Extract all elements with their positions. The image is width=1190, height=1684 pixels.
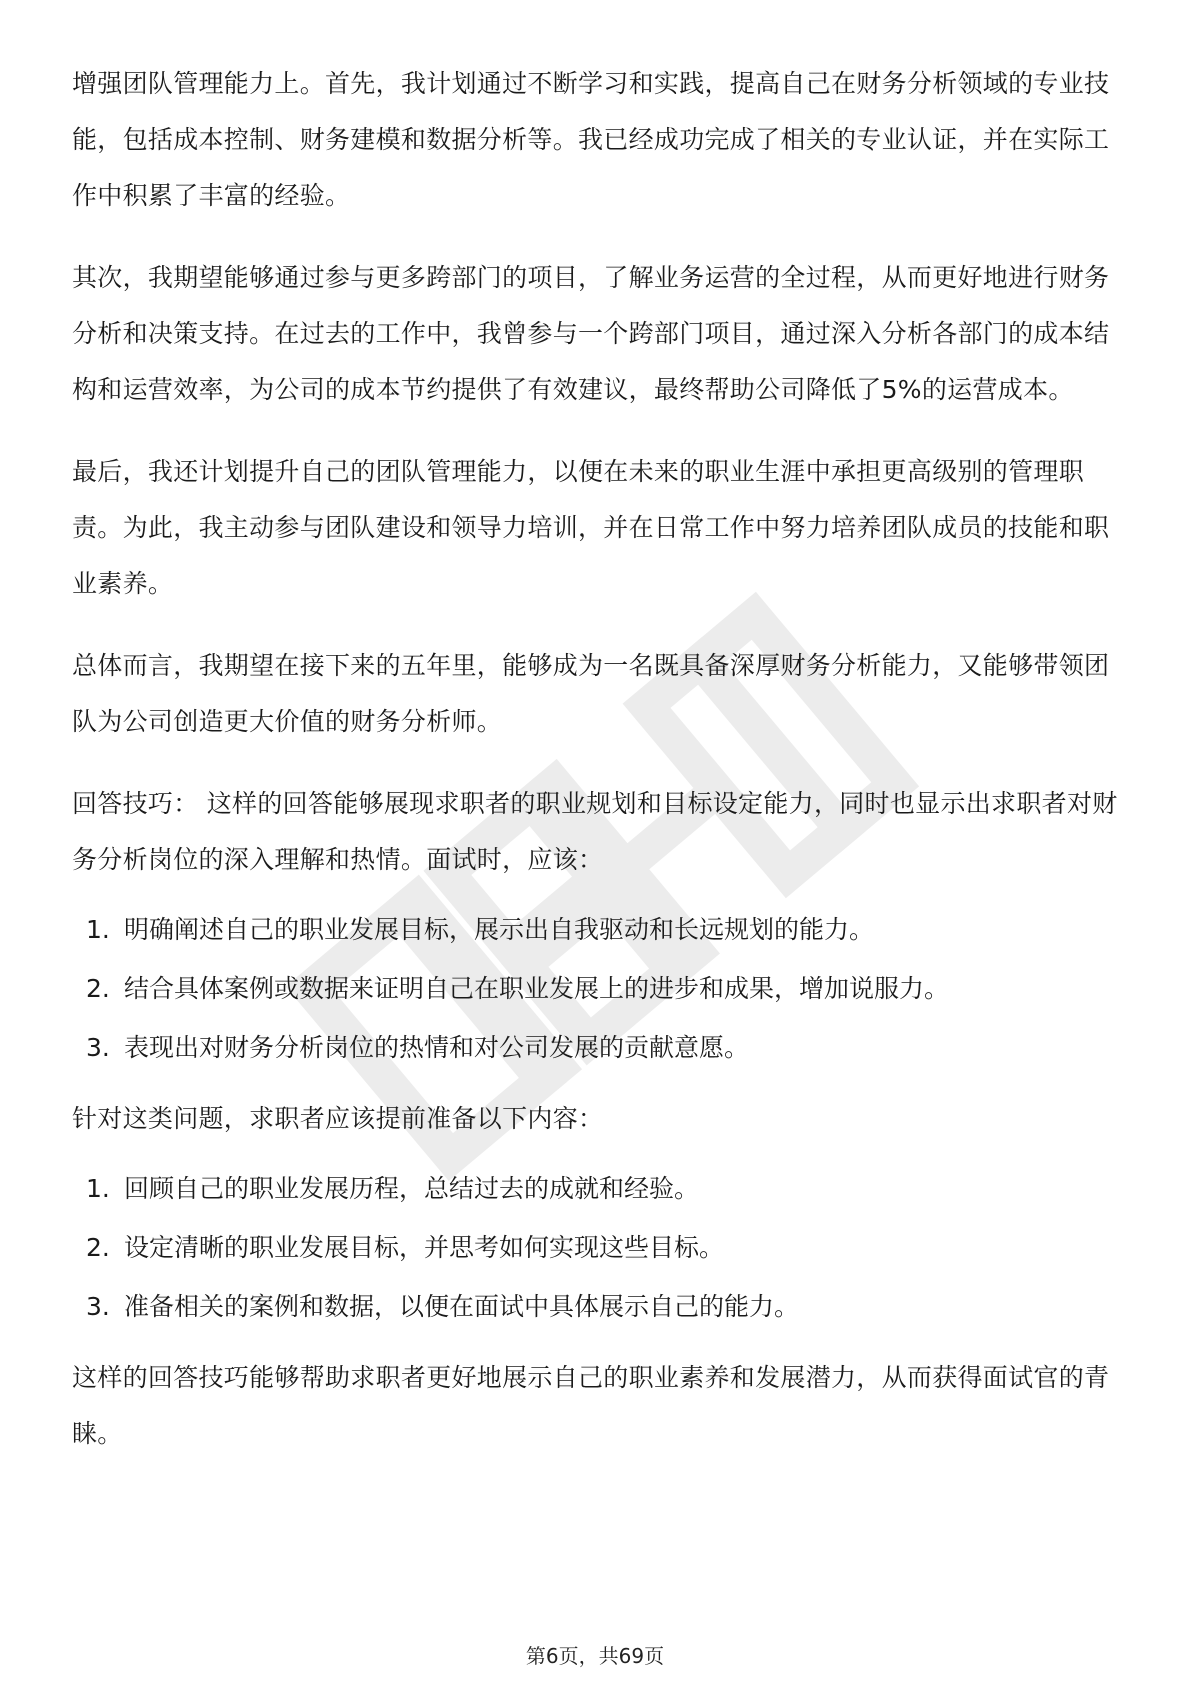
- paragraph: 这样的回答技巧能够帮助求职者更好地展示自己的职业素养和发展潜力，从而获得面试官的青睐。: [72, 1363, 1110, 1448]
- tips-paragraph: 回答技巧： 这样的回答能够展现求职者的职业规划和目标设定能力，同时也显示出求职者对财务分析岗位的深入理解和热情。面试时，应该：: [72, 789, 1118, 874]
- tips-list: [72, 914, 1122, 1063]
- list-number: 3.: [86, 1033, 110, 1062]
- list-item: [72, 1173, 1122, 1204]
- list-item: [72, 1232, 1122, 1263]
- list-number: 3.: [86, 1292, 110, 1321]
- list-text: 设定清晰的职业发展目标，并思考如何实现这些目标。: [124, 1233, 725, 1262]
- list-number: 1.: [86, 915, 110, 944]
- paragraph: 增强团队管理能力上。首先，我计划通过不断学习和实践，提高自己在财务分析领域的专业技能，包括成本控制、财务建模和数据分析等。我已经成功完成了相关的专业认证，并在实际工作中积累了丰富的经验。: [72, 69, 1110, 210]
- list-item: [72, 1291, 1122, 1322]
- list-number: 2.: [86, 1233, 110, 1262]
- list-item: [72, 973, 1122, 1004]
- page-number-footer: 第6页，共69页: [525, 1644, 665, 1668]
- paragraph: 总体而言，我期望在接下来的五年里，能够成为一名既具备深厚财务分析能力，又能够带领团队为公司创造更大价值的财务分析师。: [72, 651, 1110, 736]
- paragraph: 针对这类问题，求职者应该提前准备以下内容：: [72, 1104, 604, 1133]
- paragraph: 最后，我还计划提升自己的团队管理能力，以便在未来的职业生涯中承担更高级别的管理职责。为此，我主动参与团队建设和领导力培训，并在日常工作中努力培养团队成员的技能和职业素养。: [72, 457, 1110, 598]
- list-number: 2.: [86, 974, 110, 1003]
- list-text: 回顾自己的职业发展历程，总结过去的成就和经验。: [124, 1174, 700, 1203]
- paragraph: 其次，我期望能够通过参与更多跨部门的项目，了解业务运营的全过程，从而更好地进行财务分析和决策支持。在过去的工作中，我曾参与一个跨部门项目，通过深入分析各部门的成本结构和运营效率，为公司的成本节约提供了有效建议，最终帮助公司降低了5%的运营成本。: [72, 263, 1110, 404]
- list-text: 准备相关的案例和数据，以便在面试中具体展示自己的能力。: [124, 1292, 800, 1321]
- list-text: 结合具体案例或数据来证明自己在职业发展上的进步和成果，增加说服力。: [124, 974, 950, 1003]
- list-text: 表现出对财务分析岗位的热情和对公司发展的贡献意愿。: [124, 1033, 750, 1062]
- list-item: [72, 1032, 1122, 1063]
- document-body: [72, 56, 1122, 1488]
- list-number: 1.: [86, 1174, 110, 1203]
- list-item: [72, 914, 1122, 945]
- preparation-list: [72, 1173, 1122, 1322]
- list-text: 明确阐述自己的职业发展目标，展示出自我驱动和长远规划的能力。: [124, 915, 875, 944]
